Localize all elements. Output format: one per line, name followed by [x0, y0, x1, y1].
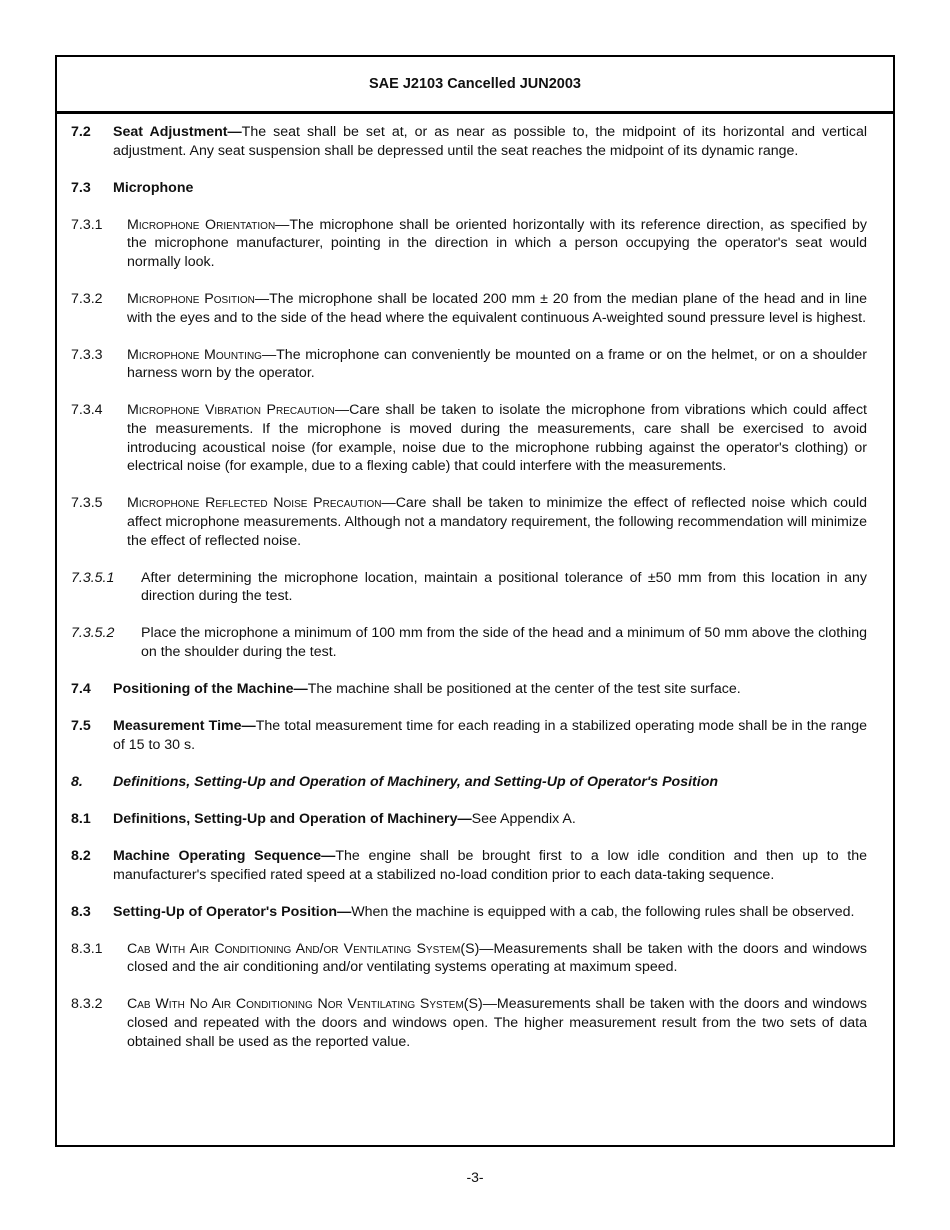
section-7-3-4	[71, 401, 867, 475]
page-number: -3-	[466, 1169, 484, 1185]
section-number: 8.	[71, 773, 83, 790]
section-text: —The microphone can conveniently be mounted on a frame or on the helmet, or on a shoulder harness worn by the operator.	[127, 346, 868, 382]
content-frame	[55, 55, 895, 1147]
section-7-2	[71, 123, 867, 160]
section-number: 7.3.5.1	[71, 569, 115, 586]
section-number: 7.3.4	[71, 402, 103, 419]
section-number: 7.3	[71, 179, 91, 196]
section-text: After determining the microphone location, maintain a positional tolerance of ±50 mm from this location in any direction during the test.	[141, 569, 867, 605]
section-8	[71, 773, 867, 792]
section-7-3-3	[71, 346, 867, 383]
section-title: Definitions, Setting-Up and Operation of Machinery, and Setting-Up of Operator's Position	[113, 773, 719, 790]
section-7-3	[71, 179, 867, 198]
section-number: 8.3.2	[71, 996, 103, 1013]
section-title: Microphone	[113, 179, 194, 196]
section-title: Measurement Time—	[113, 718, 256, 735]
section-number: 7.2	[71, 124, 91, 140]
section-number: 8.2	[71, 847, 91, 864]
section-text: Place the microphone a minimum of 100 mm from the side of the head and a minimum of 50 mm above the clothing on the shoulder during the test.	[141, 625, 867, 660]
section-7-3-5-2	[71, 624, 867, 661]
section-number: 8.1	[71, 810, 91, 827]
section-7-3-5-1	[71, 569, 867, 606]
section-title: Cab With Air Conditioning And/or Ventilating System(S)	[127, 940, 480, 957]
section-title: Setting-Up of Operator's Position—	[113, 903, 352, 920]
section-7-4	[71, 680, 867, 699]
document-content	[71, 123, 867, 1051]
section-text: —The microphone shall be oriented horizontally with its reference direction, as specified by the microphone manufacturer, pointing in the direction in which a person occupying the operator's seat would normally look.	[127, 216, 867, 270]
section-title: Microphone Orientation	[127, 216, 276, 233]
section-text: The machine shall be positioned at the center of the test site surface.	[307, 680, 741, 697]
section-number: 7.5	[71, 718, 91, 735]
section-number: 7.3.5.2	[71, 625, 115, 642]
section-number: 7.3.1	[71, 216, 103, 233]
section-number: 8.3	[71, 903, 91, 920]
section-text: The total measurement time for each reading in a stabilized operating mode shall be in the range of 15 to 30 s.	[113, 718, 867, 753]
section-text: —The microphone shall be located 200 mm ± 20 from the median plane of the head and in line with the eyes and to the side of the head where the equivalent continuous A-weighted sound pressure level is highest.	[127, 291, 867, 326]
section-text: —Measurements shall be taken with the doors and windows closed and repeated with the doors and windows open. The higher measurement result from the two sets of data obtained shall be used as the reported value.	[127, 996, 867, 1050]
section-7-3-1	[71, 216, 867, 272]
section-text: —Care shall be taken to isolate the microphone from vibrations which could affect the measurements. If the microphone is moved during the measurements, care shall be exercised to avoid introducing acoustical noise (for example, noise due to the microphone rubbing against the operator's clothing) or electrical noise (for example, due to a flexing cable) that could interfere with the measurements.	[127, 402, 867, 475]
section-title: Seat Adjustment—	[113, 124, 242, 140]
section-number: 7.4	[71, 680, 91, 697]
section-8-1	[71, 810, 867, 829]
section-8-3	[71, 903, 867, 922]
section-title: Microphone Position	[127, 291, 255, 308]
section-8-3-1	[71, 940, 867, 977]
section-7-3-5	[71, 494, 867, 550]
section-text: See Appendix A.	[471, 810, 576, 827]
document-title: SAE J2103 Cancelled JUN2003	[369, 75, 581, 92]
section-title: Positioning of the Machine—	[113, 680, 308, 697]
section-title: Definitions, Setting-Up and Operation of Machinery—	[113, 810, 472, 827]
section-7-3-2	[71, 290, 867, 327]
section-number: 7.3.5	[71, 495, 103, 512]
section-title: Microphone Vibration Precaution	[127, 402, 335, 419]
section-text: The seat shall be set at, or as near as possible to, the midpoint of its horizontal and vertical adjustment. Any seat suspension shall be depressed until the seat reaches the midpoint of its dynamic range.	[113, 124, 867, 159]
section-title: Microphone Mounting	[127, 346, 262, 363]
section-number: 7.3.2	[71, 291, 103, 308]
section-text: When the machine is equipped with a cab, the following rules shall be observed.	[351, 903, 855, 920]
section-text: The engine shall be brought first to a low idle condition and then up to the manufacturer's specified rated speed at a stabilized no-load condition prior to each data-taking sequence.	[113, 847, 867, 883]
section-7-5	[71, 717, 867, 754]
section-title: Microphone Reflected Noise Precaution	[127, 495, 382, 512]
section-text: —Care shall be taken to minimize the effect of reflected noise which could affect microphone measurements. Although not a mandatory requirement, the following recommendation will minimize the effect of reflected noise.	[127, 495, 867, 549]
section-number: 8.3.1	[71, 940, 103, 957]
section-title: Cab With No Air Conditioning Nor Ventilating System(S)	[127, 996, 483, 1013]
section-number: 7.3.3	[71, 346, 103, 363]
section-8-2	[71, 847, 867, 884]
section-title: Machine Operating Sequence—	[113, 847, 336, 864]
section-text: —Measurements shall be taken with the doors and windows closed and the air conditioning and/or ventilating systems operating at maximum speed.	[127, 940, 867, 976]
section-8-3-2	[71, 995, 867, 1051]
